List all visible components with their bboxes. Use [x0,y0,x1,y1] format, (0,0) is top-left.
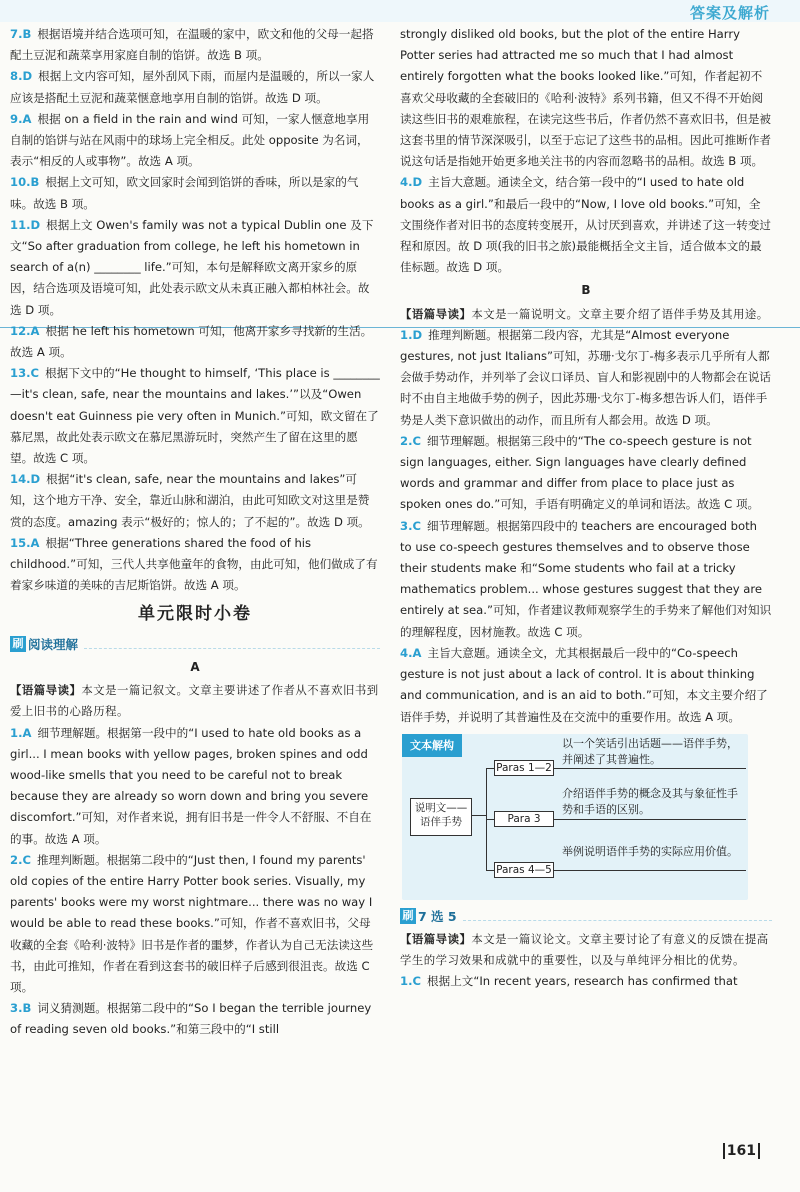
diagram-node-desc: 介绍语伴手势的概念及其与象征性手势和手语的区别。 [562,786,738,816]
question-item [10,723,380,850]
passage-a-items [10,723,380,1041]
question-number: 7. [10,27,23,41]
question-explanation: 推理判断题。根据第二段内容，尤其是“Almost everyone gestures, not just Italians”可知，苏珊·戈尔丁-梅多表示几乎所有人都会做手势动作，并列举了会议口译员、盲人和影视剧中的人物都会在说话时不由自主地做手势的例子，因此苏珊·戈尔丁-梅多想告诉人们，语伴手势是人类下意识做出的动作，而且所有人都会用。故选 D 项。 [400,327,772,427]
tag-dashed-line [463,911,772,921]
question-number: 2. [400,433,413,448]
question-item: 4.D 主旨大意题。通读全文，结合第一段中的“I used to hate old books as a girl.”和最后一段中的“Now, I love old books.”可知，全文围绕作者对旧书的态度转变展开，从讨厌到喜欢，并讲述了这一转变过程和原因。故 D 项(我的旧书之旅)最能概括全文主旨，适合做本文的最佳标题。故选 D 项。 [400,175,772,275]
diagram-node-desc: 以一个笑话引出话题——语伴手势，并阐述了其普遍性。 [562,736,738,766]
diagram-connector [486,819,494,820]
question-explanation: 细节理解题。根据第一段中的“I used to hate old books as a girl... I mean books with yellow pages, broken spines and odd wood-like smells that you need to be careful not to break because they are already so worn down and bring you severe discomfort.”可知，对作者来说，拥有旧书是一件令人不舒服、不自在的事。故选 A 项。 [10,725,372,846]
question-explanation: 根据上文内容可知，屋外刮风下雨，而屋内是温暖的，所以一家人应该是搭配土豆泥和蔬菜惬意地享用自制的馅饼。故选 D 项。 [10,69,375,105]
question-answer: D [30,217,41,232]
question-item [10,172,380,214]
question-item [10,850,380,998]
question-number: 1. [400,327,413,342]
diagram-connector [486,768,494,769]
left-items [10,24,380,596]
reading-tag [10,634,380,655]
question-item [10,66,380,108]
question-number: 1. [10,725,23,740]
question-explanation: 根据下文中的“He thought to himself, ‘This place is ________—it's clean, safe, near the mountains and lakes.’”以及“Owen doesn't eat Guinness pie very often in Munich.”可知，欧文留在了慕尼黑，故此处表示欧文在慕尼黑游玩时，突然产生了留在这里的愿望。故选 C 项。 [10,366,380,466]
question-explanation: 根据上文 Owen's family was not a typical Dublin one 及下文“So after graduation from college, he left his hometown in search of a(n) ________ life.”可知，本句是解释欧文离开家乡的原因，结合选项及语境可知，此处表示欧文从未真正融入都柏林社会。故选 D 项。 [10,217,374,317]
question-number: 8. [10,69,23,84]
question-number: 9. [10,111,23,126]
structure-diagram [402,734,748,900]
continuation-text: strongly disliked old books, but the plot of the entire Harry Potter series had attracted me so much that I had almost entirely forgotten what the books looked like.”可知，作者起初不喜欢父母收藏的全套破旧的《哈利·波特》系列书籍，但又不得不开始阅读这些旧书的艰难旅程，在读完这些书后，作者仍然不喜欢旧书，但是被这套书里的情节深深吸引，以至于忘记了这些书的品相。因此可推断作者说这句话是指她开始更多地关注书的内容而忽略书的品相。故选 B 项。 [400,27,772,169]
question-explanation: 词义猜测题。根据第二段中的“So I began the terrible journey of reading seven old books.”和第三段中的“I still [10,1001,372,1037]
diagram-connector [554,819,746,820]
brush-icon: 刷 [400,908,416,924]
left-column [10,24,380,1041]
question-item [10,215,380,321]
question-item [400,325,772,431]
question-answer: C [412,433,421,448]
question-explanation: 根据上文可知，欧文回家时会闻到馅饼的香味，所以是家的气味。故选 B 项。 [10,175,359,211]
question-answer: C [30,366,40,381]
question-item [10,363,380,469]
diagram-root: 说明文——语伴手势 [410,798,472,836]
diagram-node: Paras 4—5 [494,862,554,878]
question-answer: A [30,535,40,550]
passage-a-guide: 【语篇导读】本文是一篇记叙文。文章主要讲述了作者从不喜欢旧书到爱上旧书的心路历程。 [10,683,379,719]
seven-guide: 【语篇导读】本文是一篇议论文。文章主要讨论了有意义的反馈在提高学生的学习效果和成就中的重要性，以及与单纯评分相比的优势。 [400,931,769,968]
question-item [10,321,380,363]
diagram-node: Paras 1—2 [494,760,554,776]
question-item: 1.C 根据上文“In recent years, research has confirmed that [400,974,738,989]
question-explanation: 根据“it's clean, safe, near the mountains and lakes”可知，这个地方干净、安全，靠近山脉和湖泊，由此可知欧文对这里是赞赏的态度。amazing 表示“极好的；惊人的；了不起的”。故选 D 项。 [10,472,370,529]
question-number: 13. [10,366,31,381]
diagram-title: 文本解构 [402,734,462,757]
diagram-node-desc: 举例说明语伴手势的实际应用价值。 [562,844,738,858]
question-answer: D [30,472,41,487]
question-explanation: 根据语境并结合选项可知，在温暖的家中，欧文和他的父母一起搭配土豆泥和蔬菜享用家庭自制的馅饼。故选 B 项。 [10,27,374,63]
question-number: 14. [10,472,31,487]
question-number: 3. [400,518,413,533]
diagram-connector [554,870,746,871]
diagram-node: Para 3 [494,811,554,827]
question-item [400,431,772,516]
question-explanation: 根据 he left his hometown 可知，他离开家乡寻找新的生活。故选 A 项。 [10,323,373,360]
question-number: 3. [10,1001,23,1016]
question-explanation: 根据 on a field in the rain and wind 可知，一家人惬意地享用自制的馅饼与站在风雨中的球场上完全相反。此处 opposite 为名词，表示“相反的人或事物”。故选 A 项。 [10,111,370,169]
question-explanation: 根据“Three generations shared the food of his childhood.”可知，三代人共享他童年的食物，由此可知，他们做成了有着家乡味道的美味的吉尼斯馅饼。故选 A 项。 [10,535,378,593]
right-column [400,24,772,993]
question-item [10,998,380,1040]
question-answer: B [22,1001,32,1016]
question-answer: B [22,27,32,41]
question-number: 11. [10,217,31,232]
question-number: 15. [10,535,31,550]
question-item [400,643,772,728]
question-item [10,533,380,597]
question-explanation: 细节理解题。根据第三段中的“The co-speech gesture is not sign languages, either. Sign languages have clearly defined words and grammar and differ from place to place just as spoken ones do.”可知，手语有明确定义的单词和语法。故选 C 项。 [400,433,760,512]
question-answer: A [412,645,422,660]
question-answer: C [412,518,421,533]
question-number: 2. [10,852,23,867]
page-number: 161 [723,1143,760,1159]
question-answer: D [22,69,33,84]
question-answer: C [22,852,31,867]
header-title: 答案及解析 [689,4,770,22]
question-explanation: 推理判断题。根据第二段中的“Just then, I found my parents' old copies of the entire Harry Potter book series. Visually, my parents' books were my worst nightmare... there was no way I would be able to read these books.”可知，作者不喜欢旧书，父母收藏的全套《哈利·波特》旧书是作者的噩梦，作者认为自己无法读这些书，由此可推知，作者在看到这套书的破旧样子后感到很沮丧。故选 C 项。 [10,852,374,994]
question-item [10,469,380,533]
question-answer: B [30,175,40,190]
passage-b-items [400,325,772,728]
diagram-connector [472,815,486,816]
question-number: 10. [10,175,31,190]
passage-a-letter: A [190,659,200,674]
passage-b-guide: 【语篇导读】本文是一篇说明文。文章主要介绍了语伴手势及其用途。 [400,306,769,321]
question-answer: A [22,725,32,740]
reading-tag-label: 阅读理解 [28,636,79,652]
seven-tag [400,906,772,927]
question-explanation: 主旨大意题。通读全文，尤其根据最后一段中的“Co-speech gesture is not just about a lack of control. It is about thinking and communication, and is an aid to both.”可知，本文主要介绍了语伴手势，并说明了其普遍性及在交流中的重要作用。故选 A 项。 [400,645,768,724]
question-number: 12. [10,323,31,338]
seven-tag-label: 7 选 5 [418,908,457,924]
question-item [400,516,772,643]
tag-dashed-line [84,639,380,649]
question-number: 4. [400,645,413,660]
question-item [10,109,380,173]
diagram-connector [554,768,746,769]
passage-b-letter: B [581,283,591,298]
header-band [0,0,800,22]
section-title: 单元限时小卷 [138,604,252,625]
question-answer: A [30,323,40,338]
diagram-connector [486,870,494,871]
question-answer: D [412,327,423,342]
question-answer: A [22,111,32,126]
question-item [10,24,380,66]
brush-icon: 刷 [10,636,26,652]
question-explanation: 细节理解题。根据第四段中的 teachers are encouraged both to use co-speech gestures themselves and to observe those their students make 和“Some students who fail at a tricky mathematics problem... whose gestures suggest that they are entirely at sea.”可知，作者建议教师观察学生的手势来了解他们对知识的理解程度，因材施教。故选 C 项。 [400,518,772,639]
